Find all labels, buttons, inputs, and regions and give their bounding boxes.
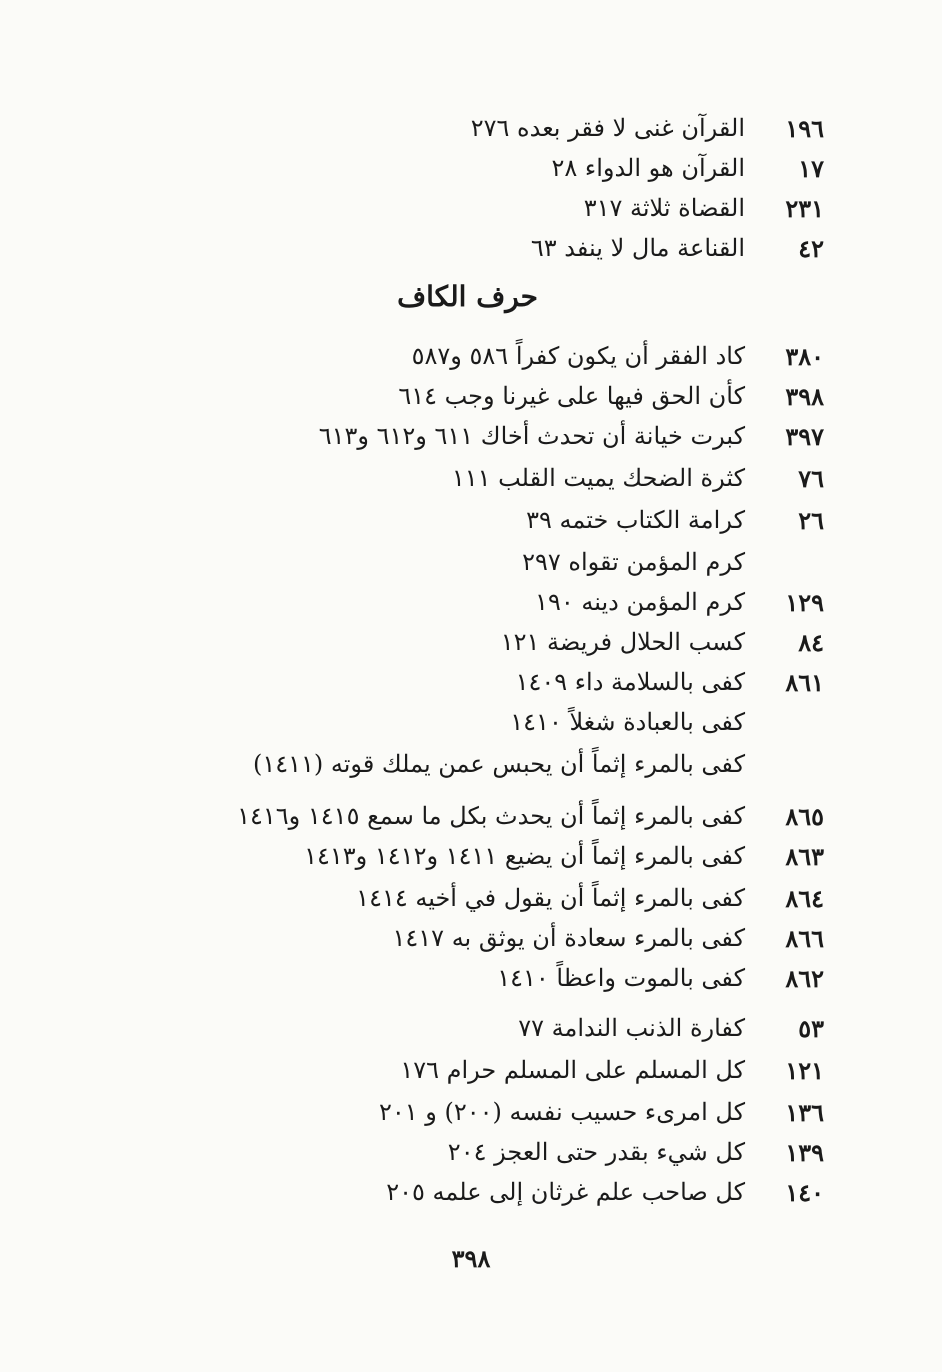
entry-text: كفى بالمرء إثماً أن يضيع ١٤١١ و١٤١٢ و١٤١٣ (304, 842, 745, 870)
entry-number: ٨٦١ (785, 668, 824, 697)
list-item (0, 664, 942, 704)
entry-text: كرم المؤمن تقواه ٢٩٧ (522, 548, 745, 576)
entry-number: ٣٨٠ (785, 342, 824, 371)
entry-text: كفى بالسلامة داء ١٤٠٩ (515, 668, 745, 696)
entry-text: القناعة مال لا ينفد ٦٣ (530, 234, 745, 262)
entry-number: ٣٩٧ (785, 422, 824, 451)
entry-number: ٨٦٦ (785, 924, 824, 953)
entry-number: ٨٦٥ (785, 802, 824, 831)
list-item (0, 1010, 942, 1050)
entry-number: ٤٢ (798, 234, 824, 263)
entry-number: ١٣٦ (785, 1098, 824, 1127)
list-item (0, 190, 942, 230)
entry-text: كل شيء بقدر حتى العجز ٢٠٤ (447, 1138, 745, 1166)
list-item (0, 920, 942, 960)
list-item (0, 1174, 942, 1214)
entry-text: كبرت خيانة أن تحدث أخاك ٦١١ و٦١٢ و٦١٣ (318, 422, 745, 450)
entry-number: ٧٦ (798, 464, 824, 493)
list-item (0, 1134, 942, 1174)
entry-text: كثرة الضحك يميت القلب ١١١ (451, 464, 745, 492)
list-item (0, 880, 942, 920)
list-item (0, 378, 942, 418)
list-item (0, 110, 942, 150)
entry-text: كفى بالمرء إثماً أن يحبس عمن يملك قوته (١٤١١) (252, 750, 745, 778)
entry-text: كاد الفقر أن يكون كفراً ٥٨٦ و٥٨٧ (411, 342, 745, 370)
list-item (0, 150, 942, 190)
entry-text: كل صاحب علم غرثان إلى علمه ٢٠٥ (386, 1178, 745, 1206)
list-item (0, 502, 942, 542)
list-item (0, 704, 942, 744)
entry-text: كفى بالمرء إثماً أن يقول في أخيه ١٤١٤ (356, 884, 745, 912)
entry-text: كل امرىء حسيب نفسه (٢٠٠) و ٢٠١ (378, 1098, 745, 1126)
entry-text: القرآن غنى لا فقر بعده ٢٧٦ (470, 114, 745, 142)
list-item (0, 1094, 942, 1134)
entry-number: ١٢٩ (785, 588, 824, 617)
entry-text: كفى بالمرء إثماً أن يحدث بكل ما سمع ١٤١٥ و١٤١٦ (237, 802, 745, 830)
entry-text: كرامة الكتاب ختمه ٣٩ (526, 506, 745, 534)
list-item (0, 584, 942, 624)
list-item (0, 230, 942, 270)
entry-number: ٨٤ (798, 628, 824, 657)
entry-number: ٨٦٢ (785, 964, 824, 993)
entry-number: ١٣٩ (785, 1138, 824, 1167)
entry-text: كفى بالمرء سعادة أن يوثق به ١٤١٧ (392, 924, 745, 952)
page-number: ٣٩٨ (451, 1244, 491, 1273)
entry-text: كفارة الذنب الندامة ٧٧ (518, 1014, 745, 1042)
entry-number: ٢٣١ (785, 194, 824, 223)
list-item (0, 798, 942, 838)
entry-number: ٥٣ (798, 1014, 824, 1043)
entry-text: كفى بالعبادة شغلاً ١٤١٠ (510, 708, 745, 736)
list-item (0, 418, 942, 458)
entry-number: ١٩٦ (785, 114, 824, 143)
entry-number: ١٢١ (785, 1056, 824, 1085)
list-item (0, 960, 942, 1000)
list-item (0, 460, 942, 500)
entry-text: كل المسلم على المسلم حرام ١٧٦ (400, 1056, 745, 1084)
entry-number: ٣٩٨ (785, 382, 824, 411)
entry-text: كأن الحق فيها على غيرنا وجب ٦١٤ (398, 382, 745, 410)
entry-text: كفى بالموت واعظاً ١٤١٠ (497, 964, 745, 992)
entry-number: ١٤٠ (785, 1178, 824, 1207)
entry-number: ٢٦ (798, 506, 824, 535)
entry-text: القرآن هو الدواء ٢٨ (551, 154, 745, 182)
entry-text: كرم المؤمن دينه ١٩٠ (535, 588, 745, 616)
section-heading: حرف الكاف (397, 280, 538, 313)
list-item (0, 838, 942, 878)
list-item (0, 1052, 942, 1092)
list-item (0, 544, 942, 584)
entry-text: القضاة ثلاثة ٣١٧ (583, 194, 745, 222)
entry-number: ١٧ (798, 154, 824, 183)
entry-number: ٨٦٣ (785, 842, 824, 871)
list-item (0, 624, 942, 664)
list-item (0, 338, 942, 378)
entry-number: ٨٦٤ (785, 884, 824, 913)
entry-text: كسب الحلال فريضة ١٢١ (500, 628, 745, 656)
list-item (0, 746, 942, 786)
